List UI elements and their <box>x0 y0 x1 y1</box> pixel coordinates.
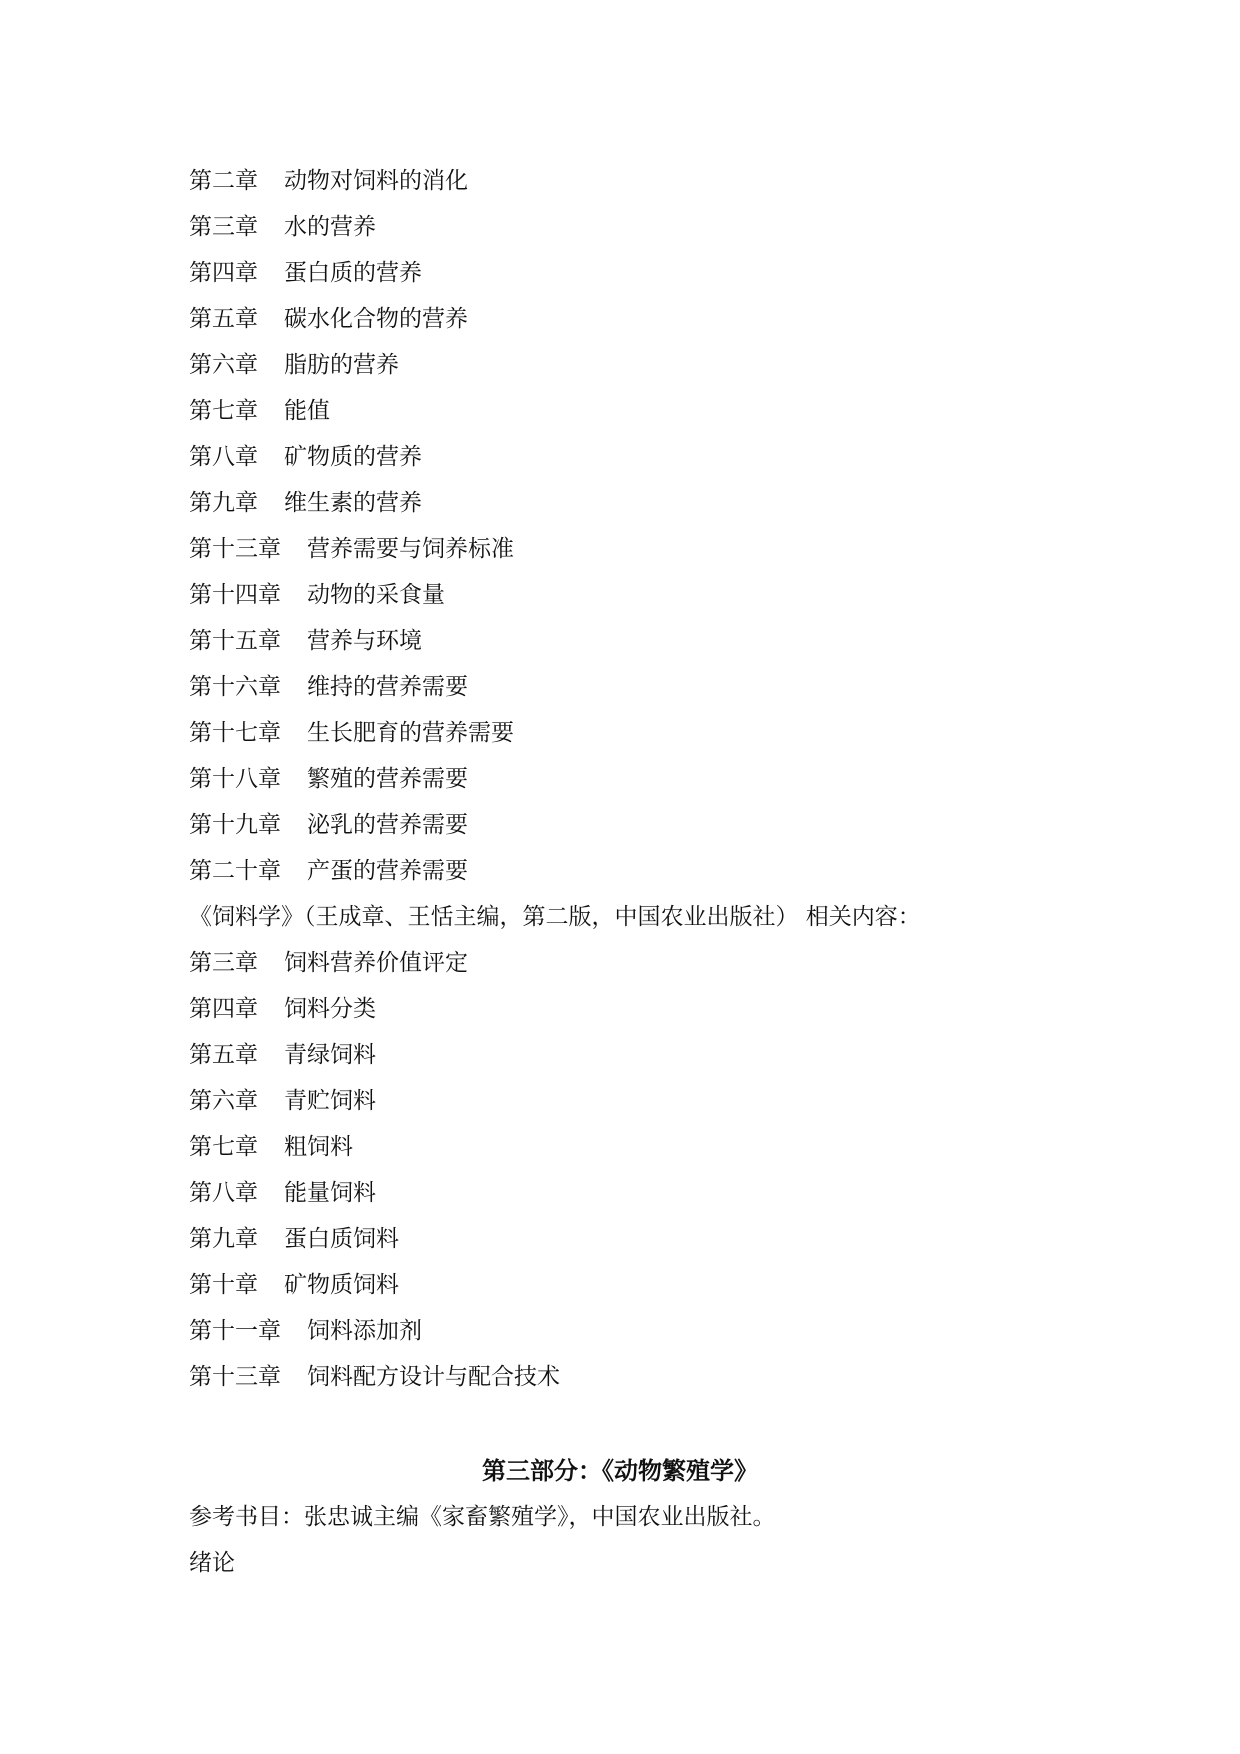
chapter-line <box>189 1078 1089 1124</box>
chapter-label: 第十九章 <box>189 812 281 838</box>
chapter-line <box>189 1354 1089 1400</box>
chapter-title: 营养与环境 <box>307 628 422 654</box>
chapter-label: 第五章 <box>189 1042 258 1068</box>
chapter-title: 营养需要与饲养标准 <box>307 536 514 562</box>
chapter-line <box>189 480 1089 526</box>
chapter-line <box>189 1170 1089 1216</box>
chapter-label: 第十三章 <box>189 536 281 562</box>
chapter-label: 第十六章 <box>189 674 281 700</box>
chapter-line <box>189 158 1089 204</box>
chapter-title: 矿物质饲料 <box>284 1272 399 1298</box>
chapter-line <box>189 940 1089 986</box>
section-spacer <box>189 1400 1089 1448</box>
chapter-line <box>189 342 1089 388</box>
chapter-title: 动物的采食量 <box>307 582 445 608</box>
document-body <box>189 158 1089 1586</box>
chapter-label: 第三章 <box>189 950 258 976</box>
chapter-line <box>189 1032 1089 1078</box>
chapter-title: 脂肪的营养 <box>284 352 399 378</box>
chapter-title: 水的营养 <box>284 214 376 240</box>
chapter-title: 青绿饲料 <box>284 1042 376 1068</box>
intro-line: 绪论 <box>189 1550 235 1576</box>
chapter-title: 能值 <box>284 398 330 424</box>
chapter-title: 粗饲料 <box>284 1134 353 1160</box>
chapter-label: 第十五章 <box>189 628 281 654</box>
chapter-label: 第十七章 <box>189 720 281 746</box>
chapter-title: 青贮饲料 <box>284 1088 376 1114</box>
chapter-label: 第四章 <box>189 996 258 1022</box>
chapter-title: 饲料营养价值评定 <box>284 950 468 976</box>
chapter-line <box>189 250 1089 296</box>
chapter-title: 能量饲料 <box>284 1180 376 1206</box>
chapter-label: 第九章 <box>189 1226 258 1252</box>
chapter-line <box>189 296 1089 342</box>
chapter-line <box>189 1124 1089 1170</box>
chapter-title: 动物对饲料的消化 <box>284 168 468 194</box>
chapter-label: 第七章 <box>189 398 258 424</box>
chapter-label: 第六章 <box>189 352 258 378</box>
chapter-line <box>189 1262 1089 1308</box>
reference-line: 参考书目：张忠诚主编《家畜繁殖学》，中国农业出版社。 <box>189 1504 776 1530</box>
chapter-line <box>189 618 1089 664</box>
chapter-title: 碳水化合物的营养 <box>284 306 468 332</box>
chapter-title: 饲料分类 <box>284 996 376 1022</box>
chapter-line <box>189 802 1089 848</box>
chapter-line <box>189 664 1089 710</box>
chapter-label: 第八章 <box>189 1180 258 1206</box>
chapter-label: 第四章 <box>189 260 258 286</box>
chapter-line <box>189 1308 1089 1354</box>
chapter-title: 生长肥育的营养需要 <box>307 720 514 746</box>
chapter-line <box>189 986 1089 1032</box>
chapter-label: 第十四章 <box>189 582 281 608</box>
chapter-title: 蛋白质的营养 <box>284 260 422 286</box>
nutrition-chapter-list <box>189 158 1089 894</box>
chapter-label: 第二十章 <box>189 858 281 884</box>
chapter-line <box>189 388 1089 434</box>
chapter-title: 维持的营养需要 <box>307 674 468 700</box>
chapter-line <box>189 204 1089 250</box>
chapter-label: 第十八章 <box>189 766 281 792</box>
chapter-line <box>189 710 1089 756</box>
chapter-label: 第三章 <box>189 214 258 240</box>
chapter-label: 第五章 <box>189 306 258 332</box>
chapter-title: 蛋白质饲料 <box>284 1226 399 1252</box>
chapter-line <box>189 848 1089 894</box>
chapter-title: 繁殖的营养需要 <box>307 766 468 792</box>
chapter-line <box>189 756 1089 802</box>
chapter-title: 泌乳的营养需要 <box>307 812 468 838</box>
chapter-label: 第七章 <box>189 1134 258 1160</box>
part-three-title: 第三部分：《动物繁殖学》 <box>482 1456 758 1485</box>
chapter-label: 第十三章 <box>189 1364 281 1390</box>
chapter-line <box>189 434 1089 480</box>
chapter-title: 产蛋的营养需要 <box>307 858 468 884</box>
chapter-line <box>189 1216 1089 1262</box>
chapter-line <box>189 526 1089 572</box>
chapter-title: 饲料配方设计与配合技术 <box>307 1364 560 1390</box>
chapter-label: 第十章 <box>189 1272 258 1298</box>
chapter-label: 第八章 <box>189 444 258 470</box>
chapter-title: 维生素的营养 <box>284 490 422 516</box>
chapter-label: 第二章 <box>189 168 258 194</box>
chapter-label: 第六章 <box>189 1088 258 1114</box>
feed-chapter-list <box>189 940 1089 1400</box>
chapter-title: 矿物质的营养 <box>284 444 422 470</box>
chapter-title: 饲料添加剂 <box>307 1318 422 1344</box>
chapter-label: 第十一章 <box>189 1318 281 1344</box>
feed-book-heading: 《饲料学》（王成章、王恬主编，第二版，中国农业出版社） 相关内容： <box>189 904 921 930</box>
chapter-label: 第九章 <box>189 490 258 516</box>
chapter-line <box>189 572 1089 618</box>
